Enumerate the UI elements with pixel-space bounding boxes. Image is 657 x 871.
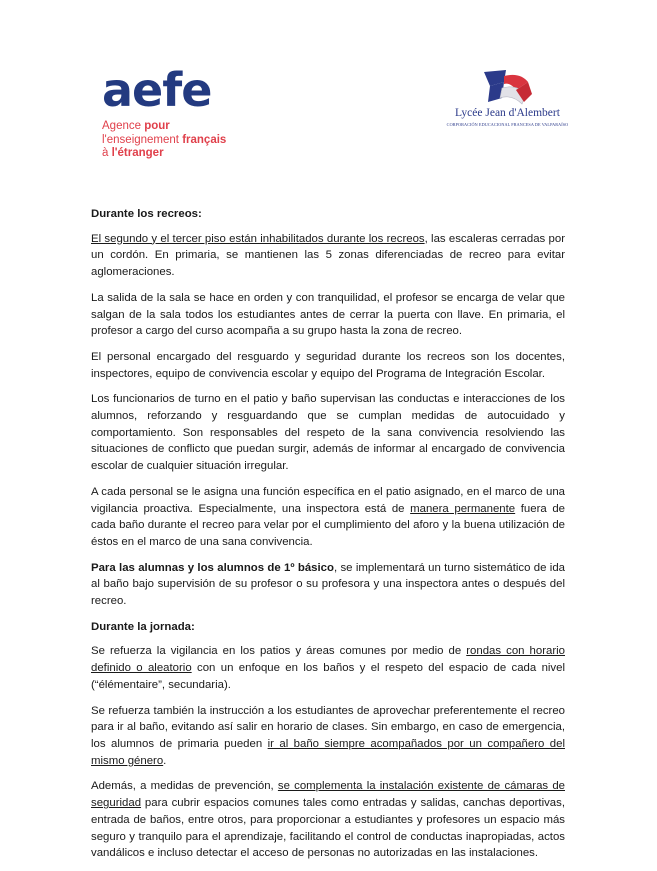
lycee-name: Lycée Jean d'Alembert [455, 107, 560, 119]
aefe-wordmark: aefe [102, 63, 212, 117]
paragraph-8-text-a: Se refuerza también la instrucción a los estudiantes de aprovechar preferentemente el recreo para ir al baño, evitando así salir en horario de clases. Sin embargo, en caso de emergencia, los alumnos de primaria pueden [91, 704, 565, 750]
paragraph-5-text-b: fuera de cada baño durante el recreo para velar por el cumplimiento del aforo y la buena utilización de éstos en el marco de una sana convivencia. [91, 502, 566, 548]
section-heading-jornada: Durante la jornada: [91, 620, 195, 633]
aefe-line1-bold: pour [144, 120, 170, 132]
aefe-subtitle [102, 120, 242, 161]
paragraph-7-text-a: Se refuerza la vigilancia en los patios y áreas comunes por medio de [91, 645, 467, 658]
paragraph-7-underlined: rondas con horario definido o aleatorio [91, 645, 565, 675]
paragraph-6-bold: Para las alumnas y los alumnos de 1º básico [91, 561, 334, 574]
lycee-logo [440, 68, 575, 133]
aefe-line3-text: à [102, 147, 112, 159]
paragraph-9-text-a: Además, a medidas de prevención, [91, 780, 278, 793]
paragraph-5-text-a: A cada personal se le asigna una función específica en el patio asignado, en el marco de una vigilancia proactiva. Especialmente, una inspectora está de [91, 485, 565, 515]
document-body [91, 206, 565, 871]
lycee-emblem-icon [476, 68, 536, 108]
aefe-line2-bold: français [182, 133, 227, 146]
paragraph-6-text: , se implementará un turno sistemático de ida al baño bajo supervisión de su profesor o su profesora y una inspectora antes o después del recreo. [91, 561, 565, 608]
paragraph-2: La salida de la sala se hace en orden y con tranquilidad, el profesor se encarga de velar que salgan de la sala todos los estudiantes antes de cerrar la puerta con llave. En primaria, el profesor a cargo del curso acompaña a su grupo hasta la zona de recreo. [91, 291, 565, 338]
aefe-line3-bold: l'étranger [111, 147, 164, 159]
paragraph-9-underlined: se complementa la instalación existente de cámaras de seguridad [91, 780, 565, 810]
paragraph-5-underlined: manera permanente [410, 502, 516, 515]
paragraph-8-text-b: . [163, 754, 167, 767]
paragraph-1-underlined: El segundo y el tercer piso están inhabilitados durante los recreos [91, 232, 425, 245]
paragraph-9-text-b: para cubrir espacios comunes tales como entradas y salidas, canchas deportivas, entrada de baños, entre otros, para proporcionar a estudiantes y profesores un espacio más seguro y tranquilo para el aprendizaje, facilitando el control de conductas inapropiadas, actos vandálicos e incluso detectar el acceso de personas no autorizadas en las instalaciones. [91, 797, 565, 860]
section-heading-recreos: Durante los recreos: [91, 208, 202, 220]
lycee-tagline: CORPORACIÓN EDUCACIONAL FRANCESA DE VALPARAÍSO [446, 122, 569, 127]
paragraph-7-text-b: con un enfoque en los baños y el respeto del espacio de cada nivel (“élémentaire”, secundaria). [91, 662, 565, 691]
paragraph-1 [91, 231, 565, 281]
paragraph-5 [91, 484, 565, 551]
aefe-line1-text: Agence [102, 120, 145, 132]
paragraph-3: El personal encargado del resguardo y seguridad durante los recreos son los docentes, inspectores, equipo de convivencia escolar y equipo del Programa de Integración Escolar. [91, 350, 565, 380]
aefe-line2-text: l'enseignement [102, 133, 183, 146]
paragraph-6 [91, 560, 565, 610]
paragraph-8 [91, 703, 565, 770]
paragraph-4: Los funcionarios de turno en el patio y baño supervisan las conductas e interacciones de los alumnos, reforzando y resguardando que se cumplan medidas de autocuidado y comportamiento. Son responsables del respeto de la sana convivencia resolviendo las situaciones de conflicto que puedan surgir, además de informar al encargado de convivencia escolar de cualquier situación irregular. [91, 393, 565, 473]
paragraph-9 [91, 778, 565, 862]
paragraph-8-underlined: ir al baño siempre acompañados por un compañero del mismo género [91, 737, 565, 767]
paragraph-1-text: , las escaleras cerradas por un cordón. En primaria, se mantienen las 5 zonas diferenciadas de recreo para evitar aglomeraciones. [91, 232, 565, 279]
paragraph-7 [91, 643, 565, 693]
aefe-logo [102, 63, 242, 161]
